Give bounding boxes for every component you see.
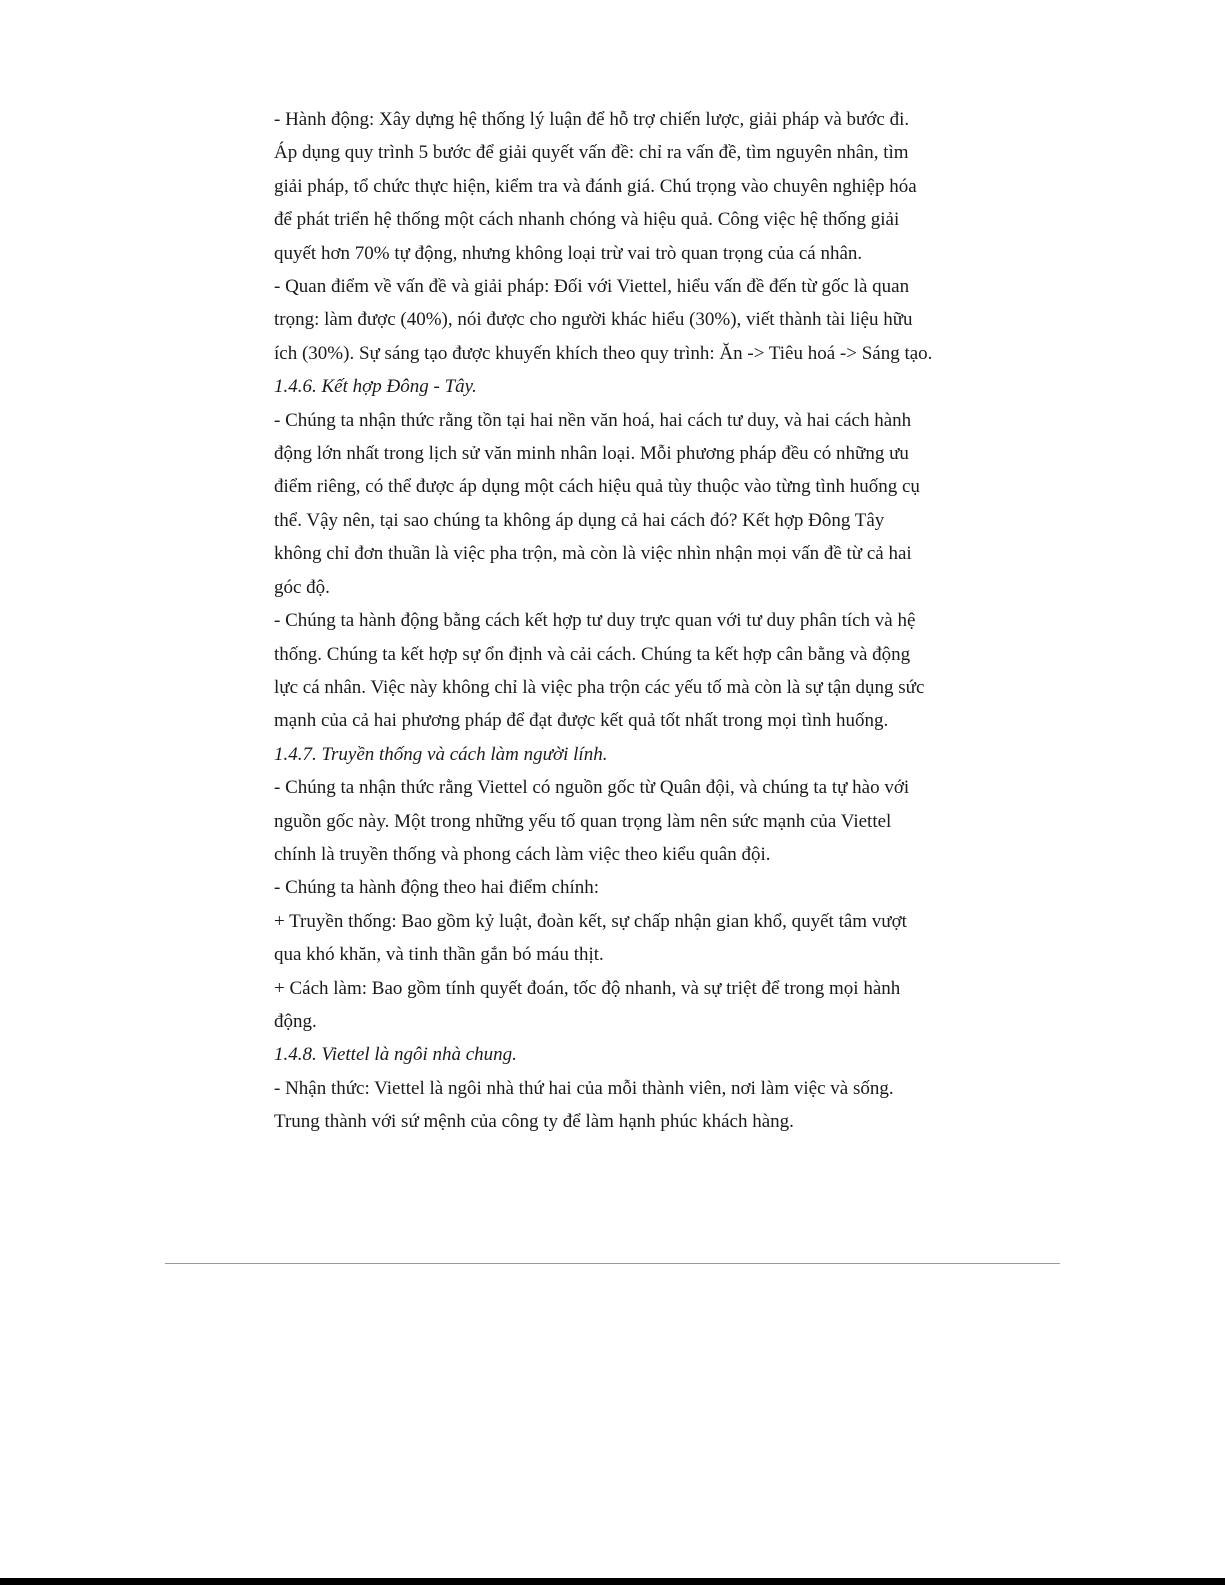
section-heading: 1.4.6. Kết hợp Đông - Tây. bbox=[274, 376, 477, 398]
text-line: Trung thành với sứ mệnh của công ty để làm hạnh phúc khách hàng. bbox=[274, 1111, 794, 1133]
section-heading: 1.4.7. Truyền thống và cách làm người lính. bbox=[274, 743, 608, 765]
text-line: mạnh của cả hai phương pháp để đạt được kết quả tốt nhất trong mọi tình huống. bbox=[274, 710, 889, 732]
text-line: - Chúng ta hành động theo hai điểm chính: bbox=[274, 877, 600, 899]
text-line: qua khó khăn, và tinh thần gắn bó máu thịt. bbox=[274, 944, 604, 966]
text-line: thống. Chúng ta kết hợp sự ổn định và cải cách. Chúng ta kết hợp cân bằng và động bbox=[274, 643, 911, 665]
page-bottom-border bbox=[0, 1578, 1225, 1585]
text-line: + Cách làm: Bao gồm tính quyết đoán, tốc độ nhanh, và sự triệt để trong mọi hành bbox=[274, 977, 901, 999]
text-line: - Chúng ta nhận thức rằng Viettel có nguồn gốc từ Quân đội, và chúng ta tự hào với bbox=[274, 777, 910, 799]
text-line: - Quan điểm về vấn đề và giải pháp: Đối với Viettel, hiểu vấn đề đến từ gốc là quan bbox=[274, 276, 910, 298]
text-line: Áp dụng quy trình 5 bước để giải quyết vấn đề: chỉ ra vấn đề, tìm nguyên nhân, tìm bbox=[274, 142, 909, 164]
page-divider bbox=[165, 1263, 1060, 1264]
text-line: để phát triển hệ thống một cách nhanh chóng và hiệu quả. Công việc hệ thống giải bbox=[274, 209, 900, 231]
text-line: nguồn gốc này. Một trong những yếu tố quan trọng làm nên sức mạnh của Viettel bbox=[274, 810, 892, 832]
text-line: động lớn nhất trong lịch sử văn minh nhân loại. Mỗi phương pháp đều có những ưu bbox=[274, 443, 909, 465]
text-line: góc độ. bbox=[274, 576, 330, 598]
section-heading: 1.4.8. Viettel là ngôi nhà chung. bbox=[274, 1044, 517, 1066]
text-line: lực cá nhân. Việc này không chỉ là việc pha trộn các yếu tố mà còn là sự tận dụng sức bbox=[274, 676, 925, 698]
text-line: - Chúng ta hành động bằng cách kết hợp tư duy trực quan với tư duy phân tích và hệ bbox=[274, 610, 916, 632]
text-line: - Nhận thức: Viettel là ngôi nhà thứ hai của mỗi thành viên, nơi làm việc và sống. bbox=[274, 1077, 894, 1099]
text-line: - Chúng ta nhận thức rằng tồn tại hai nền văn hoá, hai cách tư duy, và hai cách hành bbox=[274, 409, 912, 431]
text-line: trọng: làm được (40%), nói được cho người khác hiểu (30%), viết thành tài liệu hữu bbox=[274, 309, 913, 331]
text-line: - Hành động: Xây dựng hệ thống lý luận để hỗ trợ chiến lược, giải pháp và bước đi. bbox=[274, 109, 910, 130]
text-line: chính là truyền thống và phong cách làm việc theo kiểu quân đội. bbox=[274, 843, 771, 865]
text-line: + Truyền thống: Bao gồm kỷ luật, đoàn kết, sự chấp nhận gian khổ, quyết tâm vượt bbox=[274, 910, 907, 932]
text-line: giải pháp, tổ chức thực hiện, kiểm tra và đánh giá. Chú trọng vào chuyên nghiệp hóa bbox=[274, 175, 917, 197]
text-line: động. bbox=[274, 1010, 317, 1032]
text-line: điểm riêng, có thể được áp dụng một cách hiệu quả tùy thuộc vào từng tình huống cụ bbox=[274, 476, 920, 498]
document-body bbox=[274, 103, 974, 1139]
text-line: thể. Vậy nên, tại sao chúng ta không áp dụng cả hai cách đó? Kết hợp Đông Tây bbox=[274, 509, 885, 531]
text-line: ích (30%). Sự sáng tạo được khuyến khích theo quy trình: Ăn -> Tiêu hoá -> Sáng tạo. bbox=[274, 342, 933, 364]
text-line: quyết hơn 70% tự động, nhưng không loại trừ vai trò quan trọng của cá nhân. bbox=[274, 242, 863, 264]
text-line: không chỉ đơn thuần là việc pha trộn, mà còn là việc nhìn nhận mọi vấn đề từ cả hai bbox=[274, 543, 912, 565]
